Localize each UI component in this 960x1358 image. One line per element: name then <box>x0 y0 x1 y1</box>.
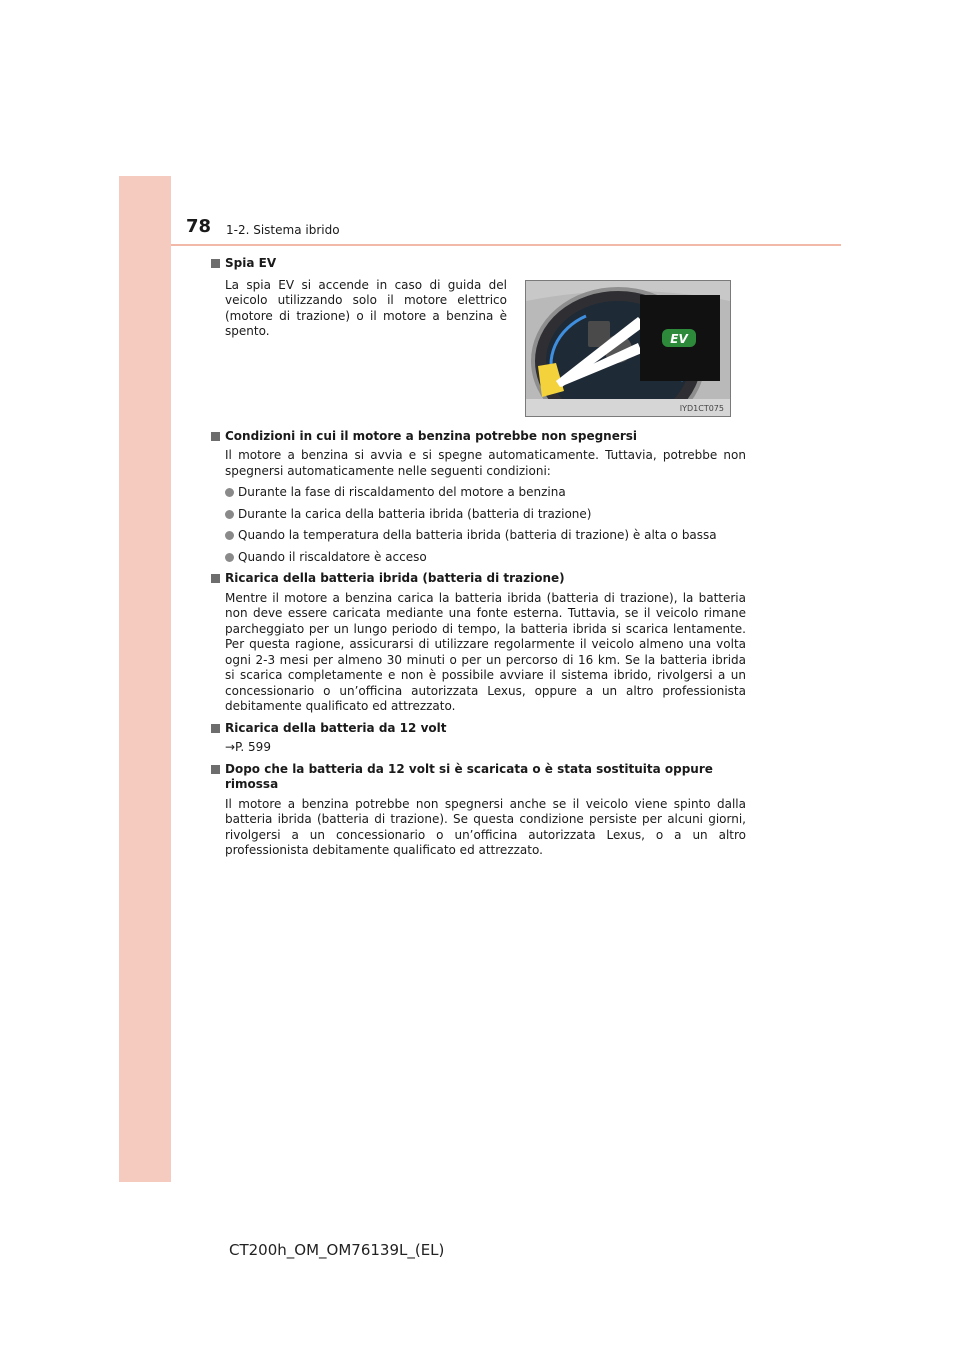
ev-icon-label: EV <box>670 332 688 346</box>
list-item-text: Durante la fase di riscaldamento del motore a benzina <box>238 485 566 499</box>
section-square-icon <box>211 432 220 441</box>
ev-description: La spia EV si accende in caso di guida del veicolo utilizzando solo il motore elettrico (motore di trazione) o il motore a benzina è spento. <box>225 277 507 338</box>
heading-ev-text: Spia EV <box>225 256 277 270</box>
section-title: 1-2. Sistema ibrido <box>226 223 340 237</box>
heading-12v-text: Ricarica della batteria da 12 volt <box>225 720 447 735</box>
page-number: 78 <box>186 216 212 237</box>
list-item <box>225 528 746 544</box>
heading-conditions-text: Condizioni in cui il motore a benzina potrebbe non spegnersi <box>225 428 638 443</box>
header-rule <box>171 244 841 246</box>
charging-description: Mentre il motore a benzina carica la batteria ibrida (batteria di trazione), la batteria non deve essere caricata mediante una fonte esterna. Tuttavia, se il veicolo rimane parcheggiato per un lungo periodo di tempo, la batteria ibrida si scarica lentamente. Per questa ragione, assicurarsi di utilizzare regolarmente il veicolo almeno una volta ogni 2-3 mesi per almeno 30 minuti o per un percorso di 16 km. Se la batteria ibrida si scarica completamente e non è possibile avviare il sistema ibrido, rivolgersi a un concessionario o un’officina autorizzata Lexus, oppure a un altro professionista debitamente qualificato ed attrezzato. <box>225 590 746 713</box>
list-item <box>225 485 746 501</box>
list-item-text: Quando il riscaldatore è acceso <box>238 549 427 564</box>
section-square-icon <box>211 765 220 774</box>
list-item-text: Durante la carica della batteria ibrida (batteria di trazione) <box>238 506 592 521</box>
bullet-icon <box>225 510 234 519</box>
heading-ev <box>211 256 746 272</box>
page-reference-link[interactable]: →P. 599 <box>225 740 271 754</box>
heading-conditions <box>211 429 746 445</box>
section-square-icon <box>211 574 220 583</box>
section-square-icon <box>211 724 220 733</box>
figure-code: IYD1CT075 <box>679 404 724 413</box>
heading-after-discharge-text: Dopo che la batteria da 12 volt si è scaricata o è stata sostituita oppure rimossa <box>225 761 713 791</box>
list-item <box>225 507 746 523</box>
heading-charging <box>211 571 746 587</box>
bullet-icon <box>225 531 234 540</box>
footer-doc-code: CT200h_OM_OM76139L_(EL) <box>229 1241 445 1259</box>
conditions-description: Il motore a benzina si avvia e si spegne automaticamente. Tuttavia, potrebbe non spegnersi automaticamente nelle seguenti condizioni: <box>225 448 746 478</box>
bullet-icon <box>225 488 234 497</box>
heading-12v <box>211 721 746 737</box>
page-content <box>211 256 746 859</box>
bullet-icon <box>225 553 234 562</box>
side-tab-band <box>119 176 171 1182</box>
list-item-text: Quando la temperatura della batteria ibrida (batteria di trazione) è alta o bassa <box>238 528 717 542</box>
heading-after-discharge <box>211 762 746 793</box>
after-discharge-description: Il motore a benzina potrebbe non spegnersi anche se il veicolo viene spinto dalla batteria ibrida (batteria di trazione). Se questa condizione persiste per alcuni giorni, rivolgersi a un concessionario o un’officina autorizzata Lexus, o a un altro professionista debitamente qualificato ed attrezzato. <box>225 796 746 857</box>
list-item <box>225 550 746 566</box>
heading-charging-text: Ricarica della batteria ibrida (batteria di trazione) <box>225 571 565 585</box>
section-square-icon <box>211 259 220 268</box>
